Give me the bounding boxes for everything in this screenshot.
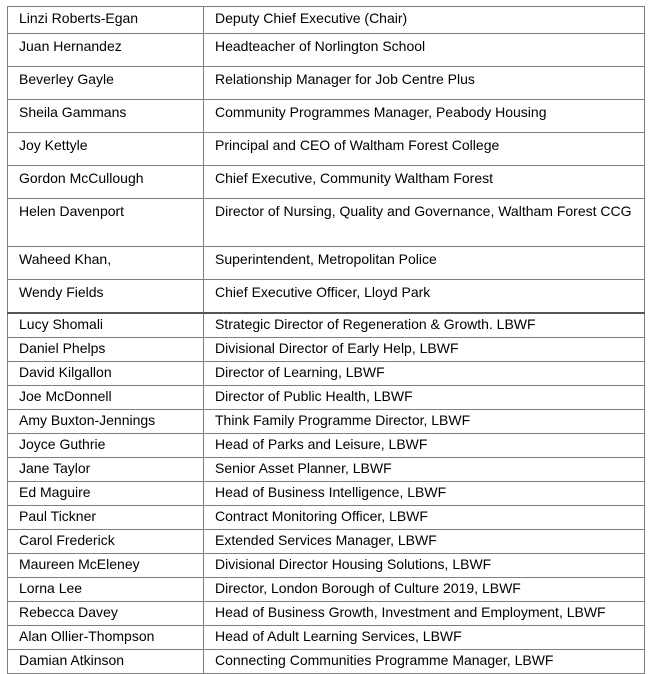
table-row — [8, 313, 645, 338]
member-name: Jane Taylor — [8, 458, 204, 482]
member-role: Deputy Chief Executive (Chair) — [204, 7, 645, 34]
table-row — [8, 386, 645, 410]
member-name: Waheed Khan, — [8, 247, 204, 280]
member-name: Joyce Guthrie — [8, 434, 204, 458]
table-row — [8, 100, 645, 133]
member-name: Helen Davenport — [8, 199, 204, 247]
member-name: Paul Tickner — [8, 506, 204, 530]
member-name: Joe McDonnell — [8, 386, 204, 410]
member-role: Director, London Borough of Culture 2019, LBWF — [204, 578, 645, 602]
membership-table-body — [8, 7, 645, 674]
membership-table — [7, 6, 645, 674]
member-role: Superintendent, Metropolitan Police — [204, 247, 645, 280]
member-role: Head of Adult Learning Services, LBWF — [204, 626, 645, 650]
table-row — [8, 34, 645, 67]
member-role: Community Programmes Manager, Peabody Housing — [204, 100, 645, 133]
table-row — [8, 280, 645, 314]
member-name: Gordon McCullough — [8, 166, 204, 199]
member-role: Chief Executive, Community Waltham Forest — [204, 166, 645, 199]
table-row — [8, 650, 645, 674]
member-name: Sheila Gammans — [8, 100, 204, 133]
member-name: Linzi Roberts-Egan — [8, 7, 204, 34]
member-name: Rebecca Davey — [8, 602, 204, 626]
member-name: Carol Frederick — [8, 530, 204, 554]
member-name: Daniel Phelps — [8, 338, 204, 362]
member-role: Head of Parks and Leisure, LBWF — [204, 434, 645, 458]
table-row — [8, 434, 645, 458]
member-name: Ed Maguire — [8, 482, 204, 506]
table-row — [8, 482, 645, 506]
member-role: Director of Public Health, LBWF — [204, 386, 645, 410]
member-role: Strategic Director of Regeneration & Growth. LBWF — [204, 313, 645, 338]
member-role: Senior Asset Planner, LBWF — [204, 458, 645, 482]
member-role: Director of Learning, LBWF — [204, 362, 645, 386]
member-name: Alan Ollier-Thompson — [8, 626, 204, 650]
member-role: Head of Business Intelligence, LBWF — [204, 482, 645, 506]
table-row — [8, 578, 645, 602]
member-name: Damian Atkinson — [8, 650, 204, 674]
member-role: Relationship Manager for Job Centre Plus — [204, 67, 645, 100]
table-row — [8, 338, 645, 362]
table-row — [8, 626, 645, 650]
member-name: Amy Buxton-Jennings — [8, 410, 204, 434]
member-name: Wendy Fields — [8, 280, 204, 314]
member-role: Contract Monitoring Officer, LBWF — [204, 506, 645, 530]
member-name: Joy Kettyle — [8, 133, 204, 166]
table-row — [8, 133, 645, 166]
table-row — [8, 554, 645, 578]
member-name: Maureen McEleney — [8, 554, 204, 578]
member-name: Lorna Lee — [8, 578, 204, 602]
member-role: Chief Executive Officer, Lloyd Park — [204, 280, 645, 314]
member-role: Extended Services Manager, LBWF — [204, 530, 645, 554]
table-row — [8, 530, 645, 554]
member-role: Head of Business Growth, Investment and Employment, LBWF — [204, 602, 645, 626]
table-row — [8, 458, 645, 482]
table-row — [8, 7, 645, 34]
member-role: Divisional Director of Early Help, LBWF — [204, 338, 645, 362]
table-row — [8, 410, 645, 434]
member-role: Director of Nursing, Quality and Governance, Waltham Forest CCG — [204, 199, 645, 247]
member-role: Think Family Programme Director, LBWF — [204, 410, 645, 434]
member-role: Headteacher of Norlington School — [204, 34, 645, 67]
member-name: Juan Hernandez — [8, 34, 204, 67]
table-row — [8, 199, 645, 247]
table-row — [8, 602, 645, 626]
member-name: Beverley Gayle — [8, 67, 204, 100]
table-row — [8, 247, 645, 280]
member-role: Connecting Communities Programme Manager, LBWF — [204, 650, 645, 674]
member-role: Principal and CEO of Waltham Forest College — [204, 133, 645, 166]
member-role: Divisional Director Housing Solutions, LBWF — [204, 554, 645, 578]
member-name: Lucy Shomali — [8, 313, 204, 338]
table-row — [8, 506, 645, 530]
member-name: David Kilgallon — [8, 362, 204, 386]
table-row — [8, 67, 645, 100]
table-row — [8, 166, 645, 199]
table-row — [8, 362, 645, 386]
